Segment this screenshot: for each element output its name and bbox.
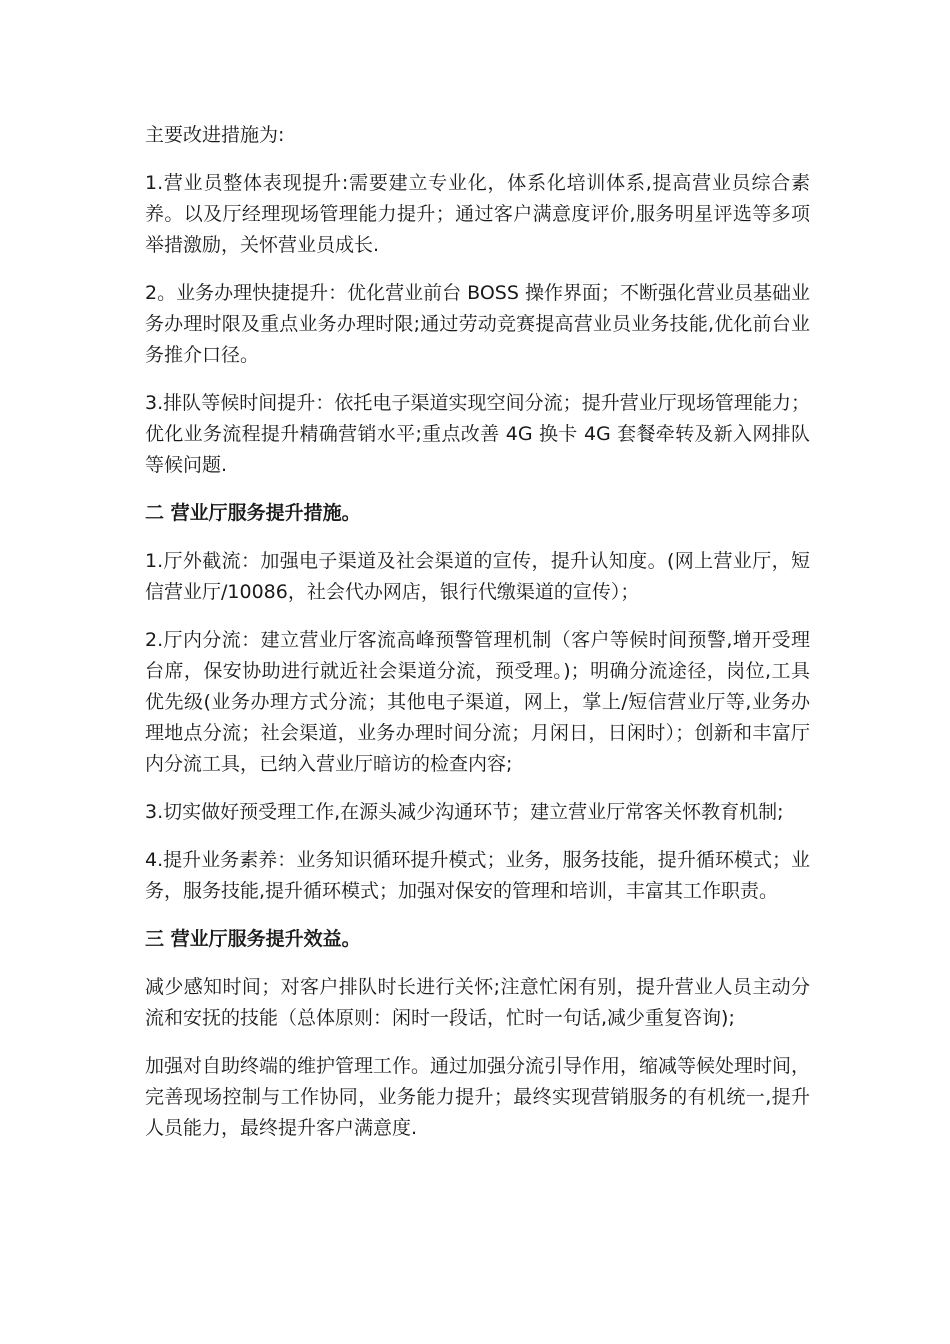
improvement-item-3: 3.排队等候时间提升：依托电子渠道实现空间分流；提升营业厅现场管理能力；优化业务流程提升精确营销水平;重点改善 4G 换卡 4G 套餐牵转及新入网排队等候问题. bbox=[145, 392, 810, 476]
intro-paragraph: 主要改进措施为: bbox=[145, 124, 285, 146]
measure-item-2: 2.厅内分流：建立营业厅客流高峰预警管理机制（客户等候时间预警,增开受理台席，保安协助进行就近社会渠道分流，预受理。)；明确分流途径，岗位,工具优先级(业务办理方式分流；其他电子渠道，网上，掌上/短信营业厅等,业务办理地点分流；社会渠道，业务办理时间分流；月闲日，日闲时）；创新和丰富厅内分流工具，已纳入营业厅暗访的检查内容; bbox=[145, 629, 810, 775]
measure-item-4: 4.提升业务素养：业务知识循环提升模式；业务，服务技能，提升循环模式；业务，服务技能,提升循环模式；加强对保安的管理和培训，丰富其工作职责。 bbox=[145, 849, 810, 902]
measure-item-1: 1.厅外截流：加强电子渠道及社会渠道的宣传，提升认知度。(网上营业厅，短信营业厅/10086，社会代办网店，银行代缴渠道的宣传）； bbox=[145, 550, 810, 603]
document-body bbox=[145, 120, 810, 1161]
benefit-paragraph-2: 加强对自助终端的维护管理工作。通过加强分流引导作用，缩减等候处理时间，完善现场控制与工作协同，业务能力提升；最终实现营销服务的有机统一,提升人员能力，最终提升客户满意度. bbox=[145, 1055, 811, 1139]
improvement-item-2: 2。业务办理快捷提升：优化营业前台 BOSS 操作界面；不断强化营业员基础业务办理时限及重点业务办理时限;通过劳动竞赛提高营业员业务技能,优化前台业务推介口径。 bbox=[145, 282, 810, 366]
section-3-heading: 三 营业厅服务提升效益。 bbox=[145, 928, 361, 950]
section-2-heading: 二 营业厅服务提升措施。 bbox=[145, 502, 361, 524]
improvement-item-1: 1.营业员整体表现提升:需要建立专业化，体系化培训体系,提高营业员综合素养。以及厅经理现场管理能力提升；通过客户满意度评价,服务明星评选等多项举措激励，关怀营业员成长. bbox=[145, 172, 810, 256]
benefit-paragraph-1: 减少感知时间；对客户排队时长进行关怀;注意忙闲有别，提升营业人员主动分流和安抚的技能（总体原则：闲时一段话，忙时一句话,减少重复咨询); bbox=[145, 976, 810, 1029]
measure-item-3: 3.切实做好预受理工作,在源头减少沟通环节；建立营业厅常客关怀教育机制; bbox=[145, 801, 784, 823]
